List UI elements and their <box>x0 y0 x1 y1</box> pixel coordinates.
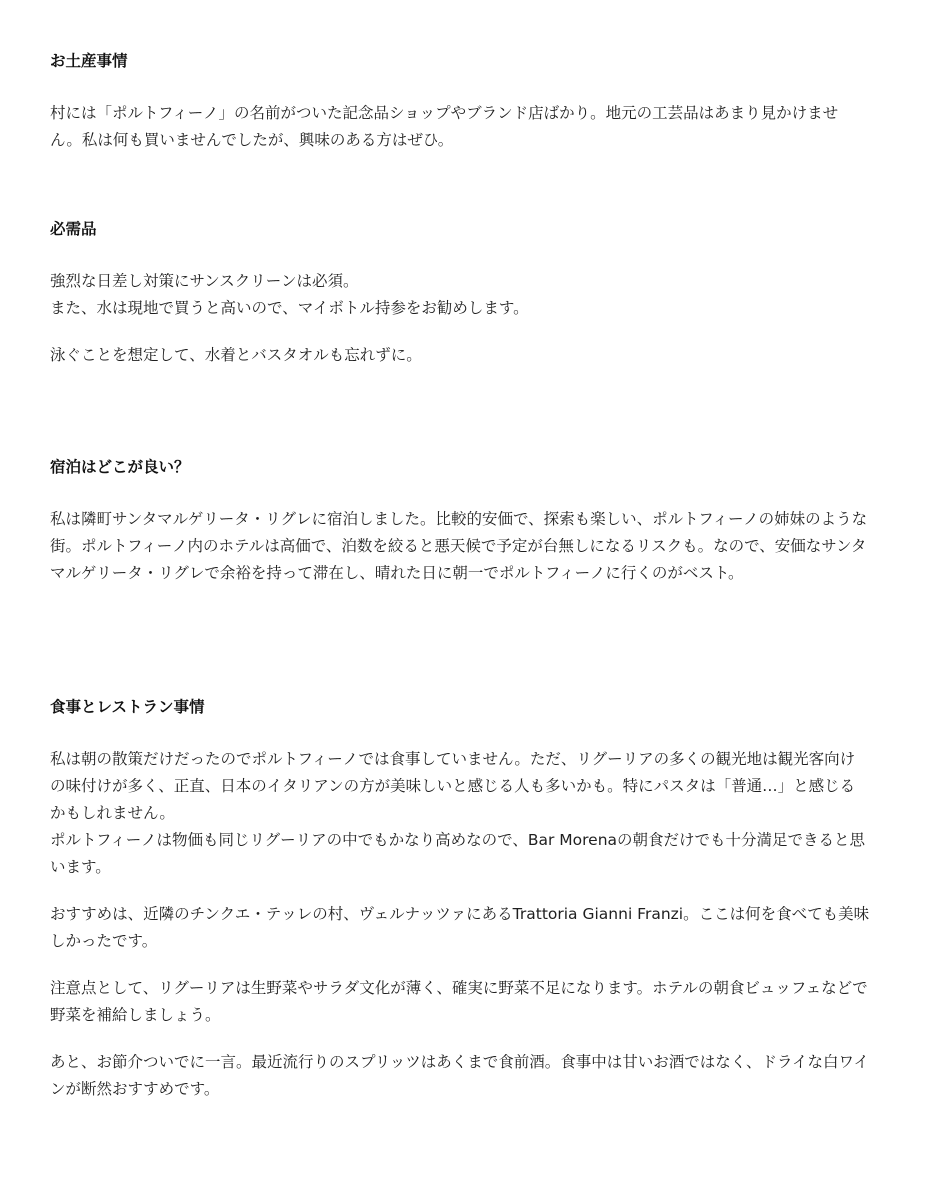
paragraph: また、水は現地で買うと高いので、マイボトル持参をお勧めします。 <box>50 299 529 317</box>
paragraph: 私は隣町サンタマルゲリータ・リグレに宿泊しました。比較的安価で、探索も楽しい、ポルトフィーノの姉妹のような街。ポルトフィーノ内のホテルは高価で、泊数を絞ると悪天候で予定が台無しになるリスクも。なので、安価なサンタマルゲリータ・リグレで余裕を持って滞在し、晴れた日に朝一でポルトフィーノに行くのがベスト。 <box>50 510 868 582</box>
paragraph: 村には「ポルトフィーノ」の名前がついた記念品ショップやブランド店ばかり。地元の工芸品はあまり見かけません。私は何も買いませんでしたが、興味のある方はぜひ。 <box>50 104 839 149</box>
section-dining <box>50 696 870 1103</box>
section-heading: 宿泊はどこが良い？ <box>50 458 190 476</box>
paragraph: 強烈な日差し対策にサンスクリーンは必須。 <box>50 272 359 290</box>
paragraph: おすすめは、近隣のチンクエ・テッレの村、ヴェルナッツァにあるTrattoria Gianni Franzi。ここは何を食べても美味しかったです。 <box>50 905 870 950</box>
paragraph: ポルトフィーノは物価も同じリグーリアの中でもかなり高めなので、Bar Morenaの朝食だけでも十分満足できると思います。 <box>50 831 866 876</box>
paragraph: 私は朝の散策だけだったのでポルトフィーノでは食事していません。ただ、リグーリアの多くの観光地は観光客向けの味付けが多く、正直、日本のイタリアンの方が美味しいと感じる人も多いかも。特にパスタは「普通…」と感じるかもしれません。 <box>50 750 856 822</box>
section-heading: お土産事情 <box>50 52 128 70</box>
paragraph: あと、お節介ついでに一言。最近流行りのスプリッツはあくまで食前酒。食事中は甘いお酒ではなく、ドライな白ワインが断然おすすめです。 <box>50 1053 870 1098</box>
section-accommodation <box>50 456 870 587</box>
paragraph: 注意点として、リグーリアは生野菜やサラダ文化が薄く、確実に野菜不足になります。ホテルの朝食ビュッフェなどで野菜を補給しましょう。 <box>50 979 868 1024</box>
section-heading: 食事とレストラン事情 <box>50 698 205 716</box>
section-souvenirs <box>50 50 870 154</box>
section-essentials <box>50 218 870 369</box>
section-heading: 必需品 <box>50 220 97 238</box>
paragraph: 泳ぐことを想定して、水着とバスタオルも忘れずに。 <box>50 346 422 364</box>
